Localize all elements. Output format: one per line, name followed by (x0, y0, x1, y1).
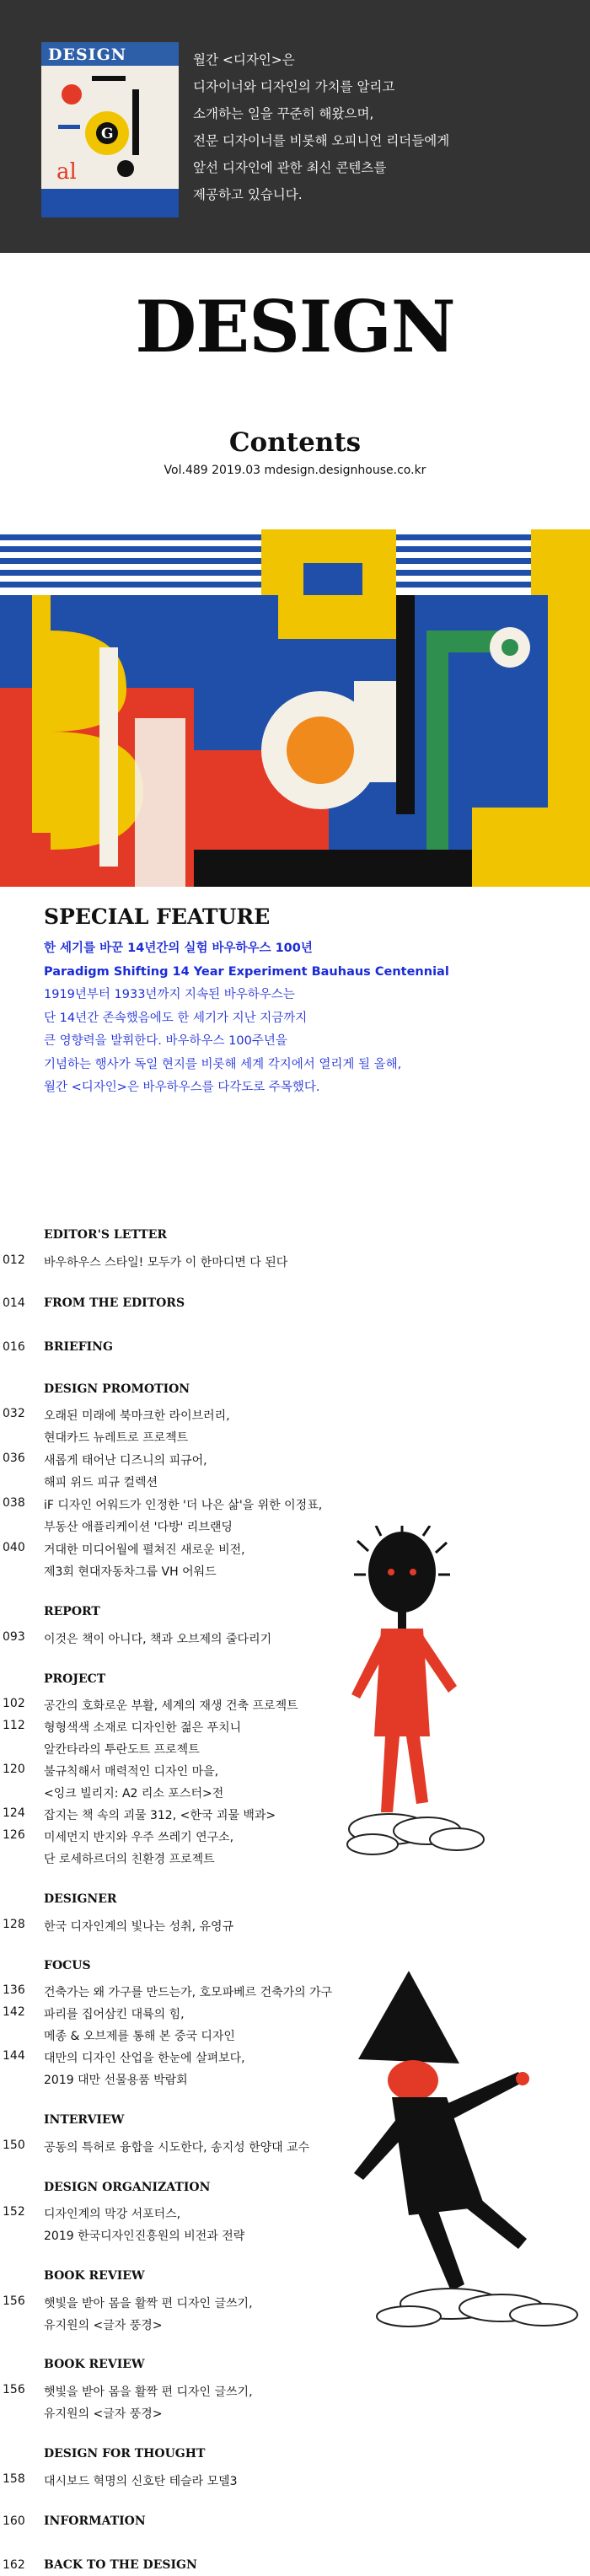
toc-item[interactable]: 한국 디자인계의 빛나는 성취, 유영규 (44, 1920, 234, 1934)
red-figure-illustration (339, 1526, 499, 1880)
toc-item[interactable]: 불규칙해서 매력적인 디자인 마을, (44, 1765, 219, 1779)
toc-section[interactable]: DESIGN ORGANIZATION (44, 2181, 211, 2194)
toc-section[interactable]: BOOK REVIEW (44, 2358, 145, 2371)
toc-item[interactable]: 파리를 집어삼킨 대륙의 힘, (44, 2008, 185, 2021)
toc-section[interactable]: BACK TO THE DESIGN (44, 2558, 197, 2572)
toc-page: 162 (3, 2558, 25, 2572)
intro-line: 월간 <디자인>은 (193, 52, 295, 67)
intro-line: 제공하고 있습니다. (193, 187, 303, 202)
toc-page: 093 (3, 1630, 25, 1644)
toc-page: 036 (3, 1452, 25, 1465)
feature-title-en: Paradigm Shifting 14 Year Experiment Bauhaus Centennial (44, 964, 449, 979)
toc-section[interactable]: BRIEFING (44, 1340, 113, 1354)
toc-page: 124 (3, 1806, 25, 1820)
toc-section[interactable]: DESIGN FOR THOUGHT (44, 2447, 206, 2461)
toc-section[interactable]: DESIGNER (44, 1892, 117, 1906)
toc-item[interactable]: 메종 & 오브제를 통해 본 중국 디자인 (44, 2030, 235, 2043)
toc-item[interactable]: 대만의 디자인 산업을 한눈에 살펴보다, (44, 2052, 245, 2065)
toc-item[interactable]: 디자인계의 막강 서포터스, (44, 2208, 181, 2221)
toc-page: 144 (3, 2049, 25, 2063)
toc-section[interactable]: REPORT (44, 1605, 100, 1618)
toc-item[interactable]: 2019 한국디자인진흥원의 비전과 전략 (44, 2230, 245, 2243)
toc-page: 126 (3, 1828, 25, 1842)
intro-line: 전문 디자이너를 비롯해 오피니언 리더들에게 (193, 133, 450, 148)
special-feature-label: SPECIAL FEATURE (44, 904, 271, 929)
toc-item[interactable]: iF 디자인 어워드가 인정한 '더 나은 삶'을 위한 이정표, (44, 1499, 323, 1512)
toc-section[interactable]: FROM THE EDITORS (44, 1296, 185, 1310)
toc-page: 128 (3, 1918, 25, 1931)
toc-page: 158 (3, 2472, 25, 2486)
feature-body-line: 월간 <디자인>은 바우하우스를 다각도로 주목했다. (44, 1081, 320, 1094)
toc-item[interactable]: 거대한 미디어월에 펼쳐진 새로운 비전, (44, 1543, 245, 1557)
feature-body-line: 1919년부터 1933년까지 지속된 바우하우스는 (44, 988, 295, 1001)
toc-item[interactable]: 2019 대만 선물용품 박람회 (44, 2074, 188, 2087)
feature-body-line: 기념하는 행사가 독일 현지를 비롯해 세계 각지에서 열리게 될 올해, (44, 1057, 402, 1071)
toc-item[interactable]: 단 로세하르더의 친환경 프로젝트 (44, 1853, 215, 1866)
svg-text:al: al (56, 159, 77, 185)
issue-info: Vol.489 2019.03 mdesign.designhouse.co.kr (164, 464, 426, 477)
toc-section[interactable]: INFORMATION (44, 2514, 146, 2528)
design-logo: DESIGN (135, 285, 455, 368)
toc-page: 136 (3, 1983, 25, 1997)
toc-page: 120 (3, 1763, 25, 1776)
feature-title-ko: 한 세기를 바꾼 14년간의 실험 바우하우스 100년 (44, 942, 313, 955)
svg-text:G: G (101, 126, 114, 142)
toc-item[interactable]: 유지원의 <글자 풍경> (44, 2407, 163, 2421)
toc-section[interactable]: FOCUS (44, 1959, 91, 1972)
cover-logo: DESIGN (48, 46, 127, 64)
toc-page: 040 (3, 1541, 25, 1554)
intro-line: 소개하는 일을 꾸준히 해왔으며, (193, 106, 374, 121)
toc-page: 038 (3, 1496, 25, 1510)
toc-page: 142 (3, 2005, 25, 2019)
toc-item[interactable]: 오래된 미래에 북마크한 라이브러리, (44, 1409, 230, 1423)
toc-item[interactable]: 잡지는 책 속의 괴물 312, <한국 괴물 백과> (44, 1809, 276, 1822)
toc-item[interactable]: 부동산 애플리케이션 '다방' 리브랜딩 (44, 1521, 233, 1534)
toc-page: 016 (3, 1340, 25, 1354)
toc-page: 150 (3, 2139, 25, 2152)
toc-item[interactable]: 제3회 현대자동차그룹 VH 어워드 (44, 1565, 217, 1579)
feature-body-line: 단 14년간 존속했음에도 한 세기가 지난 지금까지 (44, 1011, 308, 1025)
toc-section[interactable]: INTERVIEW (44, 2113, 125, 2127)
toc-item[interactable]: 건축가는 왜 가구를 만드는가, 호모파베르 건축가의 가구 (44, 1986, 333, 1999)
toc-page: 014 (3, 1296, 25, 1310)
toc-page: 112 (3, 1719, 25, 1732)
toc-page: 102 (3, 1697, 25, 1710)
toc-section[interactable]: PROJECT (44, 1672, 106, 1686)
contents-heading: Contents (228, 427, 362, 458)
toc-page: 032 (3, 1407, 25, 1420)
toc-item[interactable]: 새롭게 태어난 디즈니의 피규어, (44, 1454, 207, 1468)
toc-item[interactable]: 이것은 책이 아니다, 책과 오브제의 줄다리기 (44, 1633, 272, 1646)
toc-item[interactable]: 바우하우스 스타일! 모두가 이 한마디면 다 된다 (44, 1256, 288, 1269)
toc-item[interactable]: 해피 위드 피규 컬렉션 (44, 1476, 158, 1489)
intro-line: 디자이너와 디자인의 가치를 알리고 (193, 79, 395, 94)
toc-section[interactable]: DESIGN PROMOTION (44, 1382, 190, 1396)
toc-page: 160 (3, 2514, 25, 2528)
toc-item[interactable]: 공간의 호화로운 부활, 세계의 재생 건축 프로젝트 (44, 1699, 298, 1713)
black-figure-illustration (350, 1971, 586, 2333)
toc-section[interactable]: EDITOR'S LETTER (44, 1228, 168, 1242)
toc-item[interactable]: 유지원의 <글자 풍경> (44, 2319, 163, 2332)
toc-item[interactable]: 알칸타라의 투란도트 프로젝트 (44, 1743, 200, 1757)
feature-body-line: 큰 영향력을 발휘한다. 바우하우스 100주년을 (44, 1034, 287, 1048)
toc-page: 012 (3, 1253, 25, 1267)
toc-page: 156 (3, 2294, 25, 2308)
toc-item[interactable]: 햇빛을 받아 몸을 활짝 편 디자인 글쓰기, (44, 2385, 253, 2399)
intro-line: 앞선 디자인에 관한 최신 콘텐츠를 (193, 160, 387, 175)
toc-section[interactable]: BOOK REVIEW (44, 2269, 145, 2283)
toc-item[interactable]: 대시보드 혁명의 신호탄 테슬라 모델3 (44, 2475, 238, 2488)
toc-item[interactable]: 공동의 특허로 융합을 시도한다, 송지성 한양대 교수 (44, 2141, 310, 2155)
toc-item[interactable]: 형형색색 소재로 디자인한 젊은 푸치니 (44, 1721, 242, 1735)
toc-item[interactable]: 미세먼지 반지와 우주 쓰레기 연구소, (44, 1831, 234, 1844)
toc-item[interactable]: <잉크 빌리지: A2 리소 포스터>전 (44, 1787, 224, 1801)
toc-page: 152 (3, 2205, 25, 2219)
toc-page: 156 (3, 2383, 25, 2396)
toc-item[interactable]: 현대카드 뉴레트로 프로젝트 (44, 1431, 189, 1445)
toc-item[interactable]: 햇빛을 받아 몸을 활짝 편 디자인 글쓰기, (44, 2297, 253, 2310)
